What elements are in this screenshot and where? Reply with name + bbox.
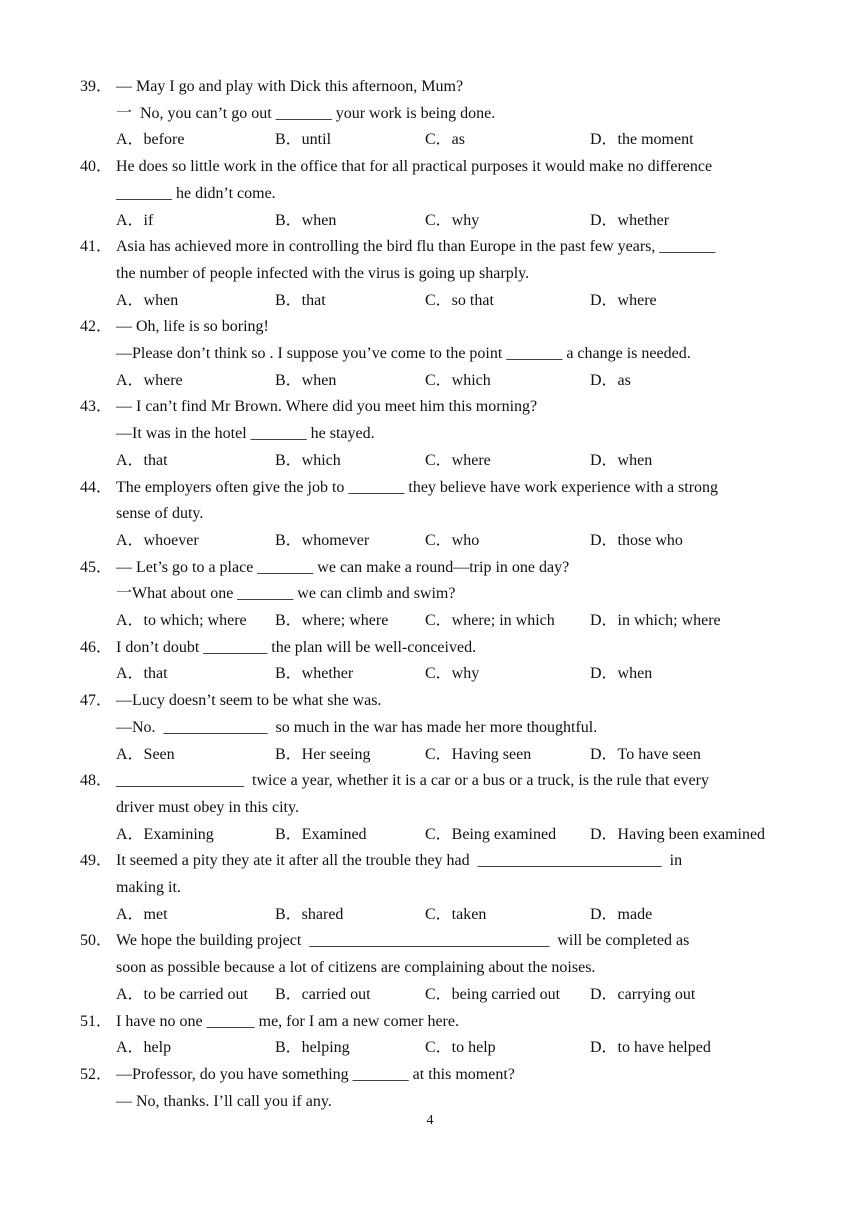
question-text: —Please don’t think so . I suppose you’ve come to the point _______ a change is needed. <box>116 345 691 362</box>
answer-option: C．so that <box>425 291 494 309</box>
question-number: 44． <box>80 478 113 496</box>
answer-option: C．which <box>425 371 491 389</box>
answer-option: B．carried out <box>275 985 371 1003</box>
answer-option: B．Examined <box>275 825 367 843</box>
answer-option: D．To have seen <box>590 745 701 763</box>
answer-option: B．whomever <box>275 531 370 549</box>
question-text: I don’t doubt ________ the plan will be well-conceived. <box>116 638 477 656</box>
question-text: —Professor, do you have something _______ at this moment? <box>116 1065 515 1083</box>
question-number: 48． <box>80 772 113 790</box>
answer-option: B．Her seeing <box>275 745 371 763</box>
answer-option: A．when <box>116 291 179 309</box>
answer-option: D．when <box>590 451 653 469</box>
question-number: 42． <box>80 318 113 336</box>
answer-option: C．being carried out <box>425 985 561 1003</box>
answer-option: B．whether <box>275 665 354 683</box>
answer-option: B．helping <box>275 1039 350 1057</box>
answer-option: D．made <box>590 905 653 923</box>
question-text: — May I go and play with Dick this afternoon, Mum? <box>116 78 464 95</box>
question-text: soon as possible because a lot of citizens are complaining about the noises. <box>116 959 596 977</box>
answer-option: C．taken <box>425 905 487 923</box>
answer-option: D．the moment <box>590 131 694 149</box>
answer-option: C．to help <box>425 1039 496 1057</box>
answer-option: D．in which; where <box>590 612 721 629</box>
page-number: 4 <box>426 1113 434 1128</box>
answer-option: C．Having seen <box>425 745 532 763</box>
question-number: 45． <box>80 558 113 576</box>
answer-option: B．until <box>275 131 332 149</box>
question-text: —Lucy doesn’t seem to be what she was. <box>116 692 382 710</box>
question-number: 41． <box>80 238 113 256</box>
question-number: 39． <box>80 78 113 95</box>
question-text: making it. <box>116 879 181 896</box>
question-text: Asia has achieved more in controlling the bird flu than Europe in the past few years, _______ <box>116 238 716 256</box>
question-number: 49． <box>80 852 113 870</box>
question-text: — Oh, life is so boring! <box>116 318 269 336</box>
answer-option: B．that <box>275 291 326 309</box>
answer-option: A．if <box>116 211 154 229</box>
answer-option: C．as <box>425 131 466 149</box>
question-number: 50． <box>80 932 113 950</box>
answer-option: D．to have helped <box>590 1039 711 1057</box>
question-text: the number of people infected with the virus is going up sharply. <box>116 264 530 282</box>
answer-option: D．carrying out <box>590 985 696 1003</box>
question-text: driver must obey in this city. <box>116 798 299 816</box>
question-text: The employers often give the job to _______ they believe have work experience with a strong <box>116 478 719 496</box>
answer-option: C．who <box>425 531 480 549</box>
answer-option: C．where <box>425 451 491 469</box>
answer-option: A．help <box>116 1039 172 1057</box>
answer-option: A．Seen <box>116 745 175 763</box>
answer-option: A．to be carried out <box>116 985 248 1003</box>
answer-option: A．to which; where <box>116 612 247 629</box>
answer-option: C．Being examined <box>425 825 557 843</box>
question-text: We hope the building project ______________________________ will be completed as <box>116 932 690 950</box>
question-number: 52． <box>80 1065 113 1083</box>
answer-option: D．where <box>590 291 657 309</box>
answer-option: A．where <box>116 371 183 389</box>
answer-option: A．Examining <box>116 825 214 843</box>
answer-option: A．whoever <box>116 531 199 549</box>
answer-option: B．when <box>275 371 337 389</box>
question-text: — No, thanks. I’ll call you if any. <box>116 1092 332 1110</box>
answer-option: B．which <box>275 451 341 469</box>
answer-option: A．met <box>116 905 168 923</box>
answer-option: A．that <box>116 451 168 469</box>
answer-option: C．why <box>425 211 480 229</box>
question-text: I have no one ______ me, for I am a new comer here. <box>116 1012 459 1030</box>
answer-option: A．that <box>116 665 168 683</box>
answer-option: B．when <box>275 211 337 229</box>
question-text: He does so little work in the office that for all practical purposes it would make no difference <box>116 158 713 176</box>
question-text: ________________ twice a year, whether it is a car or a bus or a truck, is the rule that every <box>116 772 709 790</box>
answer-option: D．when <box>590 665 653 683</box>
question-text: It seemed a pity they ate it after all the trouble they had _______________________ in <box>116 852 683 870</box>
answer-option: D．Having been examined <box>590 825 766 843</box>
question-number: 51． <box>80 1012 113 1030</box>
question-text: sense of duty. <box>116 505 204 523</box>
answer-option: B．shared <box>275 905 344 923</box>
question-text: — Let’s go to a place _______ we can make a round—trip in one day? <box>116 558 570 576</box>
question-text: 一 No, you can’t go out _______ your work is being done. <box>116 104 496 122</box>
question-number: 46． <box>80 638 113 656</box>
answer-option: A．before <box>116 131 185 149</box>
answer-option: C．why <box>425 665 480 683</box>
answer-option: D．whether <box>590 211 670 229</box>
question-text: _______ he didn’t come. <box>116 184 276 202</box>
question-number: 43． <box>80 398 113 416</box>
answer-option: D．those who <box>590 531 683 549</box>
question-text: — I can’t find Mr Brown. Where did you meet him this morning? <box>116 398 538 416</box>
question-text: —No. _____________ so much in the war has made her more thoughtful. <box>116 718 598 736</box>
question-number: 40． <box>80 158 113 176</box>
answer-option: C．where; in which <box>425 612 555 629</box>
question-text: —It was in the hotel _______ he stayed. <box>116 425 375 443</box>
answer-option: B．where; where <box>275 612 389 629</box>
question-text: 一What about one _______ we can climb and swim? <box>116 585 456 603</box>
question-number: 47． <box>80 692 113 710</box>
answer-option: D．as <box>590 371 631 389</box>
